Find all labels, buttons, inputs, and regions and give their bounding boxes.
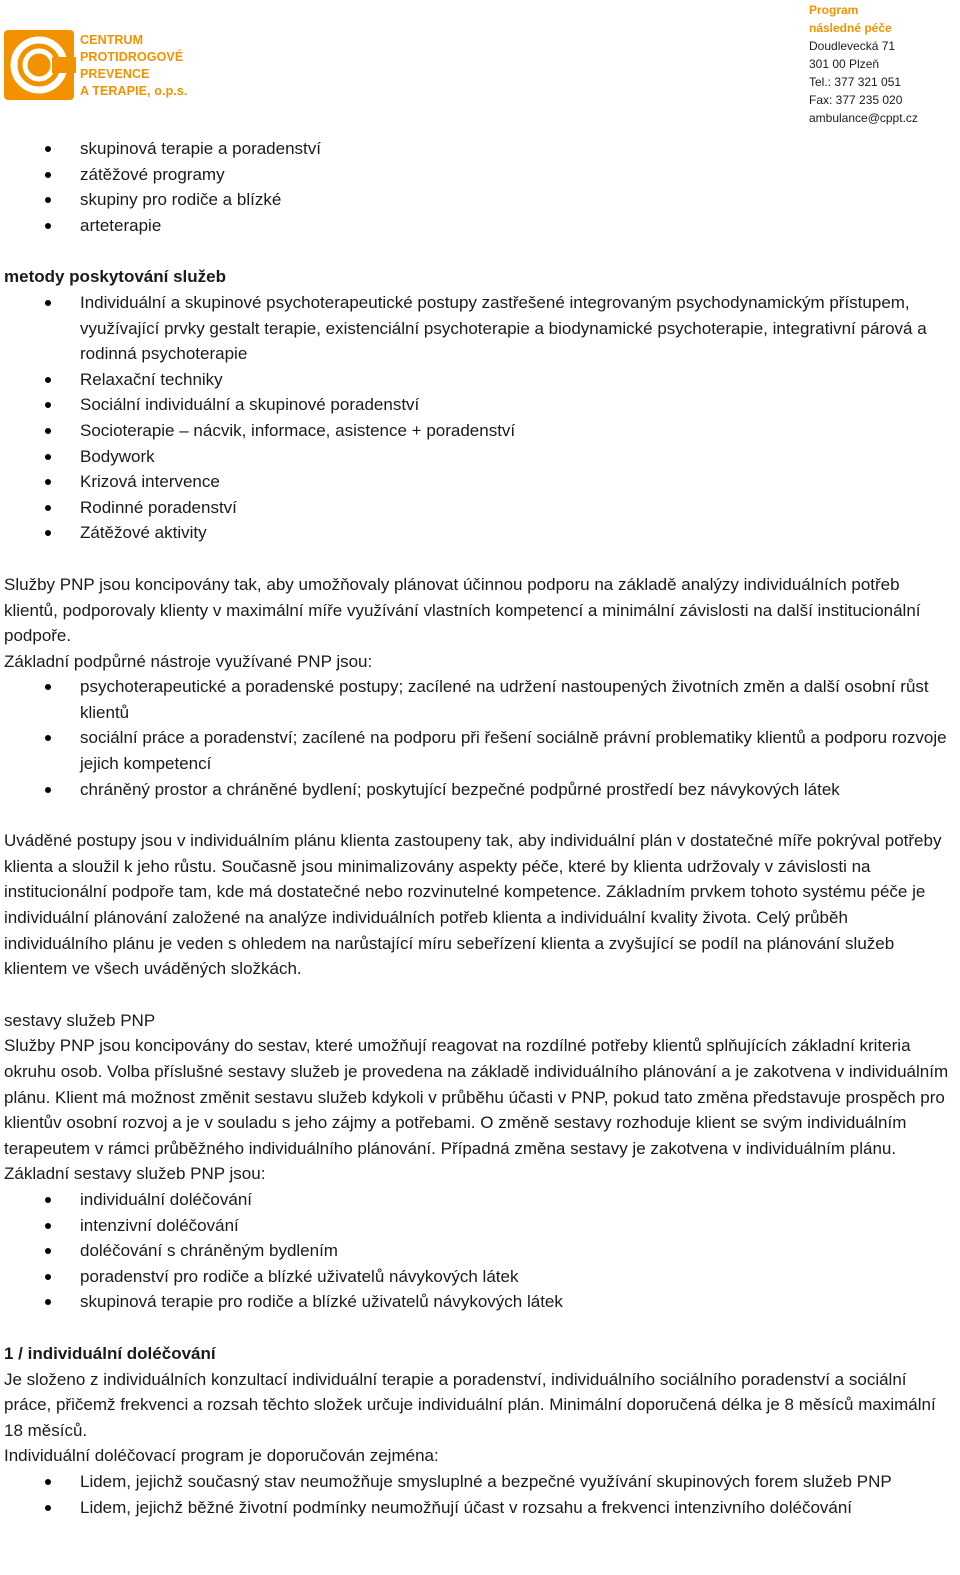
tools-list: [4, 674, 956, 802]
list-item: Sociální individuální a skupinové poradenství: [80, 392, 956, 418]
section-heading: 1 / individuální doléčování: [4, 1343, 216, 1363]
logo-line: CENTRUM: [80, 33, 144, 47]
contact-city: 301 00 Plzeň: [809, 57, 880, 71]
paragraph: Služby PNP jsou koncipovány tak, aby umožňovaly plánovat účinnou podporu na základě analýzy individuálních potřeb klientů, podporovaly klienty v maximální míře využívání vlastních kompetencí a minimální závislosti na další institucionální podpoře.: [4, 574, 921, 646]
tools-intro: Základní podpůrné nástroje využívané PNP jsou:: [4, 651, 373, 671]
document-body: [4, 136, 956, 1520]
list-item: Socioterapie – nácvik, informace, asistence + poradenství: [80, 418, 956, 444]
paragraph: Služby PNP jsou koncipovány do sestav, které umožňují reagovat na rozdílné potřeby klientů splňujících základní kriteria okruhu osob. Volba příslušné sestavy služeb je provedena na základě individuálního plánování a je zakotvena v individuálním plánu. Klient má možnost změnit sestavu služeb kdykoli v průběhu účasti v PNP, pokud tato změna představuje prospěch pro klientův osobní rozvoj a je v souladu s jeho zájmy a potřebami. O změně sestavy rozhoduje klient se svým individuálním terapeutem v rámci průběžného individuálního plánování. Případná změna sestavy je zakotvena v individuálním plánu. Základní sestavy služeb PNP jsou:: [4, 1036, 949, 1184]
methods-heading: metody poskytování služeb: [4, 267, 226, 287]
sets-heading: sestavy služeb PNP: [4, 1010, 156, 1030]
program-title: Program: [809, 3, 859, 17]
list-item: skupiny pro rodiče a blízké: [80, 187, 956, 213]
list-item: arteterapie: [80, 213, 956, 239]
logo-mark-icon: [4, 30, 76, 102]
section-intro: Individuální doléčovací program je doporučován zejména:: [4, 1446, 439, 1466]
list-item: chráněný prostor a chráněné bydlení; poskytující bezpečné podpůrné prostředí bez návykových látek: [80, 777, 956, 803]
logo: [4, 30, 204, 102]
list-item: Individuální a skupinové psychoterapeutické postupy zastřešené integrovaným psychodynamickým přístupem, využívající prvky gestalt terapie, existenciální psychoterapie a biodynamické psychoterapie, integrativní párová a rodinná psychoterapie: [80, 290, 956, 367]
top-list: [4, 136, 956, 238]
list-item: skupinová terapie a poradenství: [80, 136, 956, 162]
list-item: individuální doléčování: [80, 1187, 956, 1213]
list-item: Rodinné poradenství: [80, 495, 956, 521]
paragraph: Je složeno z individuálních konzultací individuální terapie a poradenství, individuálního sociálního poradenství a sociální práce, přičemž frekvenci a rozsah těchto složek určuje individuální plán. Minimální doporučená délka je 8 měsíců maximální 18 měsíců.: [4, 1369, 936, 1440]
list-item: skupinová terapie pro rodiče a blízké uživatelů návykových látek: [80, 1289, 956, 1315]
list-item: Relaxační techniky: [80, 367, 956, 393]
list-item: zátěžové programy: [80, 162, 956, 188]
methods-list: [4, 290, 956, 546]
contact-street: Doudlevecká 71: [809, 39, 896, 53]
contact-block: [809, 1, 918, 127]
list-item: Krizová intervence: [80, 469, 956, 495]
logo-text: [80, 32, 188, 100]
list-item: Bodywork: [80, 444, 956, 470]
contact-email[interactable]: ambulance@cppt.cz: [809, 111, 918, 125]
list-item: Lidem, jejichž běžné životní podmínky neumožňují účast v rozsahu a frekvenci intenzivního doléčování: [80, 1495, 956, 1521]
program-subtitle: následné péče: [809, 21, 892, 35]
paragraph: Uváděné postupy jsou v individuálním plánu klienta zastoupeny tak, aby individuální plán v dostatečné míře pokrýval potřeby klienta a sloužil k jeho růstu. Současně jsou minimalizovány aspekty péče, které by klienta udržovaly v závislosti na institucionální podpoře tam, kde má dostatečné nebo rozvinutelné kompetence. Základním prvkem tohoto systému péče je individuální plánování založené na analýze individuálních potřeb klienta a individuální kvality života. Celý průběh individuálního plánu je veden s ohledem na narůstající míru sebeřízení klienta a zvyšující se podíl na plánování služeb klientem ve všech uváděných složkách.: [4, 831, 942, 979]
sets-list: [4, 1187, 956, 1315]
contact-phone: Tel.: 377 321 051: [809, 75, 902, 89]
list-item: poradenství pro rodiče a blízké uživatelů návykových látek: [80, 1264, 956, 1290]
section-list: [4, 1469, 956, 1520]
logo-line: PREVENCE: [80, 67, 150, 81]
contact-fax: Fax: 377 235 020: [809, 93, 903, 107]
logo-line: PROTIDROGOVÉ: [80, 50, 184, 64]
list-item: Zátěžové aktivity: [80, 520, 956, 546]
list-item: sociální práce a poradenství; zacílené na podporu při řešení sociálně právní problematiky klientů a podporu rozvoje jejich kompetencí: [80, 725, 956, 776]
list-item: doléčování s chráněným bydlením: [80, 1238, 956, 1264]
list-item: psychoterapeutické a poradenské postupy; zacílené na udržení nastoupených životních změn a další osobní růst klientů: [80, 674, 956, 725]
list-item: Lidem, jejichž současný stav neumožňuje smysluplné a bezpečné využívání skupinových forem služeb PNP: [80, 1469, 956, 1495]
list-item: intenzivní doléčování: [80, 1213, 956, 1239]
logo-line: A TERAPIE, o.p.s.: [80, 84, 188, 98]
